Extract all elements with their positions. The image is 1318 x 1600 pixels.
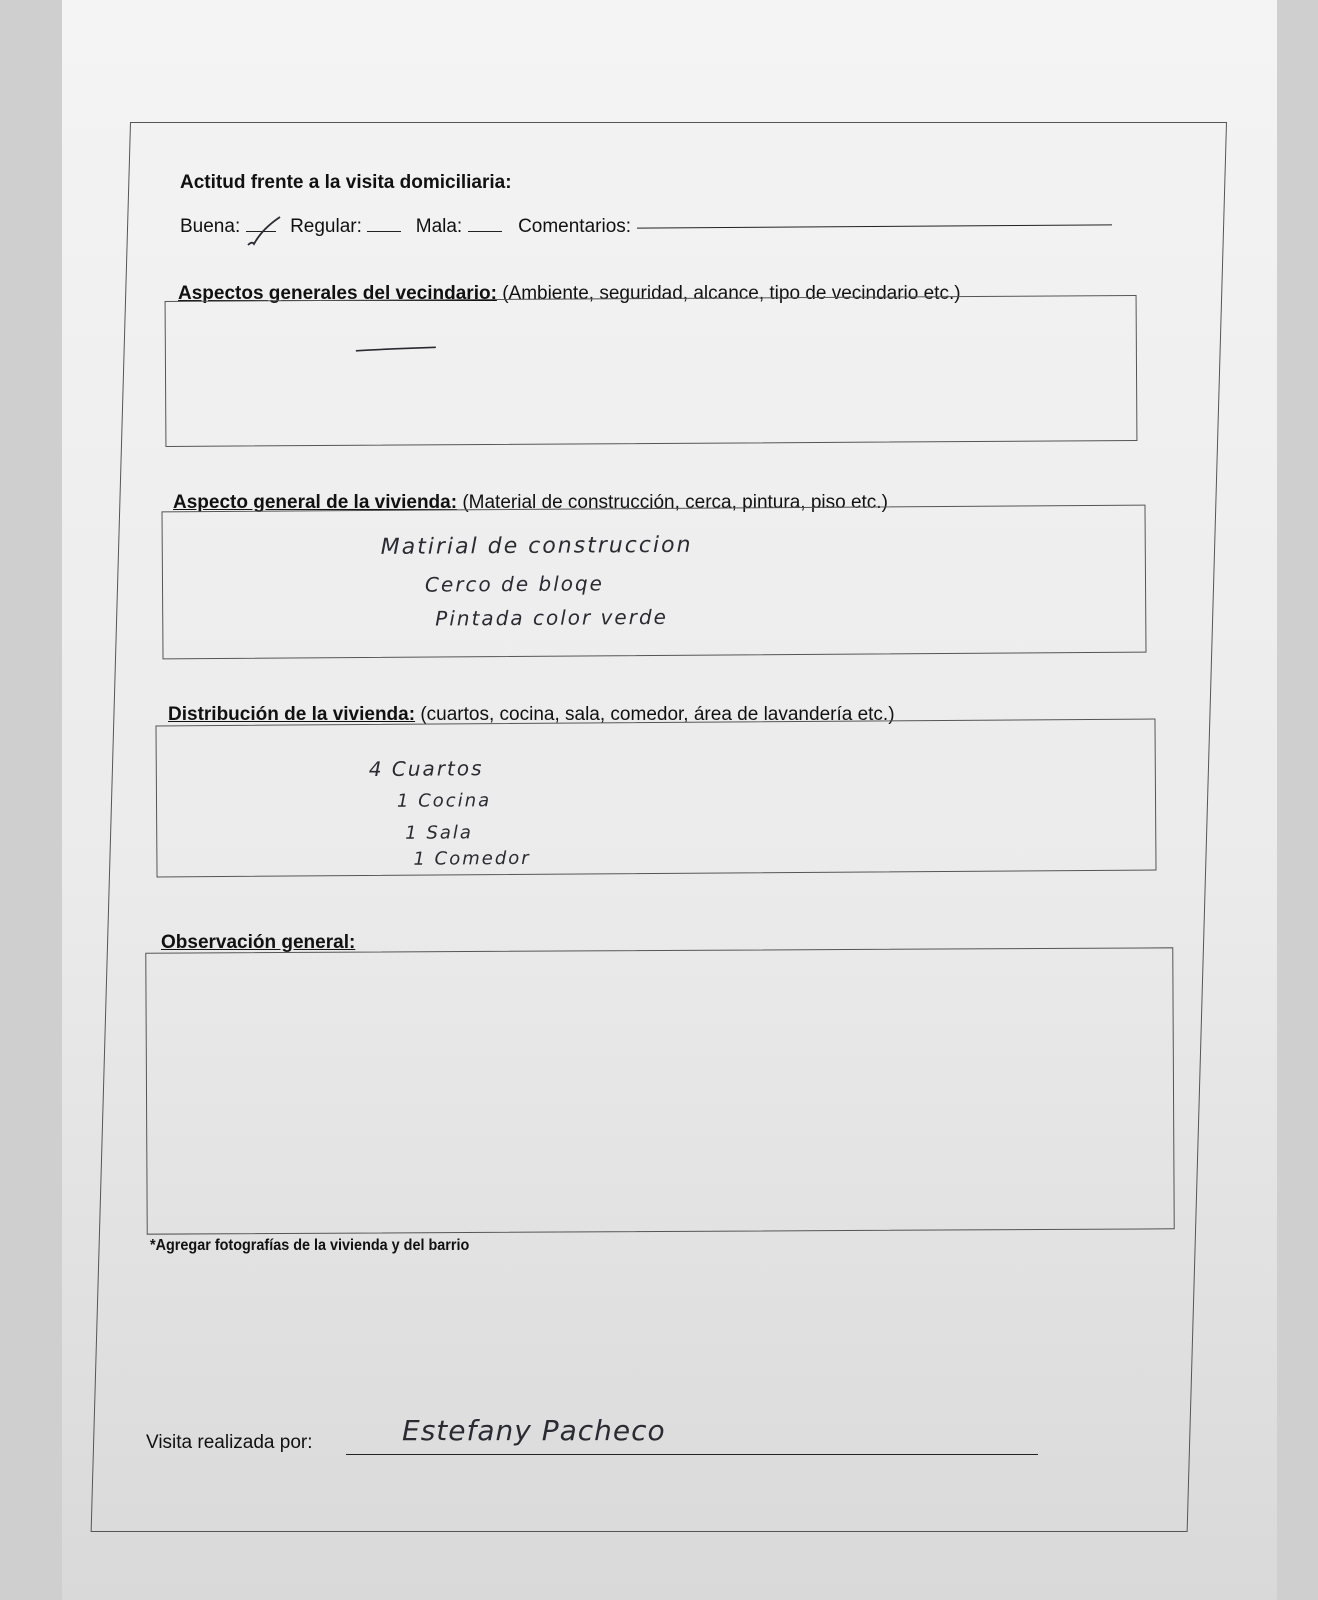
visit-label: Visita realizada por: — [146, 1432, 313, 1453]
house-aspect-line-2: Cerco de bloqe — [424, 571, 605, 597]
neighborhood-heading-bold: Aspectos generales del vecindario: — [178, 283, 497, 304]
dash-mark-icon — [354, 344, 444, 355]
regular-blank[interactable] — [367, 231, 401, 232]
neighborhood-box[interactable] — [165, 295, 1138, 447]
distribution-heading-rest: (cuartos, cocina, sala, comedor, área de lavandería etc.) — [420, 704, 895, 725]
house-aspect-heading-bold: Aspecto general de la vivienda: — [173, 492, 458, 513]
neighborhood-heading-rest: (Ambiente, seguridad, alcance, tipo de vecindario etc.) — [502, 283, 961, 304]
house-aspect-line-1: Matirial de construccion — [380, 532, 693, 560]
mala-label: Mala: — [415, 216, 463, 237]
house-aspect-box[interactable] — [161, 505, 1146, 660]
buena-label: Buena: — [180, 216, 241, 237]
observation-heading: Observación general: — [161, 932, 356, 953]
mala-blank[interactable] — [468, 231, 502, 232]
distribution-line-2: 1 Cocina — [396, 790, 492, 812]
attitude-heading: Actitud frente a la visita domiciliaria: — [180, 172, 512, 193]
distribution-box[interactable] — [155, 719, 1156, 878]
observation-box[interactable] — [145, 947, 1174, 1234]
distribution-line-4: 1 Comedor — [413, 847, 531, 870]
regular-label: Regular: — [290, 216, 362, 237]
distribution-line-1: 4 Cuartos — [368, 756, 484, 782]
house-aspect-line-3: Pintada color verde — [435, 604, 668, 631]
distribution-line-3: 1 Sala — [405, 822, 473, 844]
photos-footnote: *Agregar fotografías de la vivienda y del barrio — [150, 1237, 470, 1254]
comentarios-label: Comentarios: — [518, 216, 632, 237]
visit-signature: Estefany Pacheco — [402, 1414, 666, 1447]
visit-signature-line[interactable] — [346, 1454, 1038, 1455]
distribution-heading-bold: Distribución de la vivienda: — [168, 704, 416, 725]
attitude-row — [180, 216, 631, 238]
buena-blank[interactable] — [246, 231, 276, 232]
checkmark-icon — [244, 211, 284, 247]
house-aspect-heading-rest: (Material de construcción, cerca, pintura, piso etc.) — [462, 492, 888, 513]
